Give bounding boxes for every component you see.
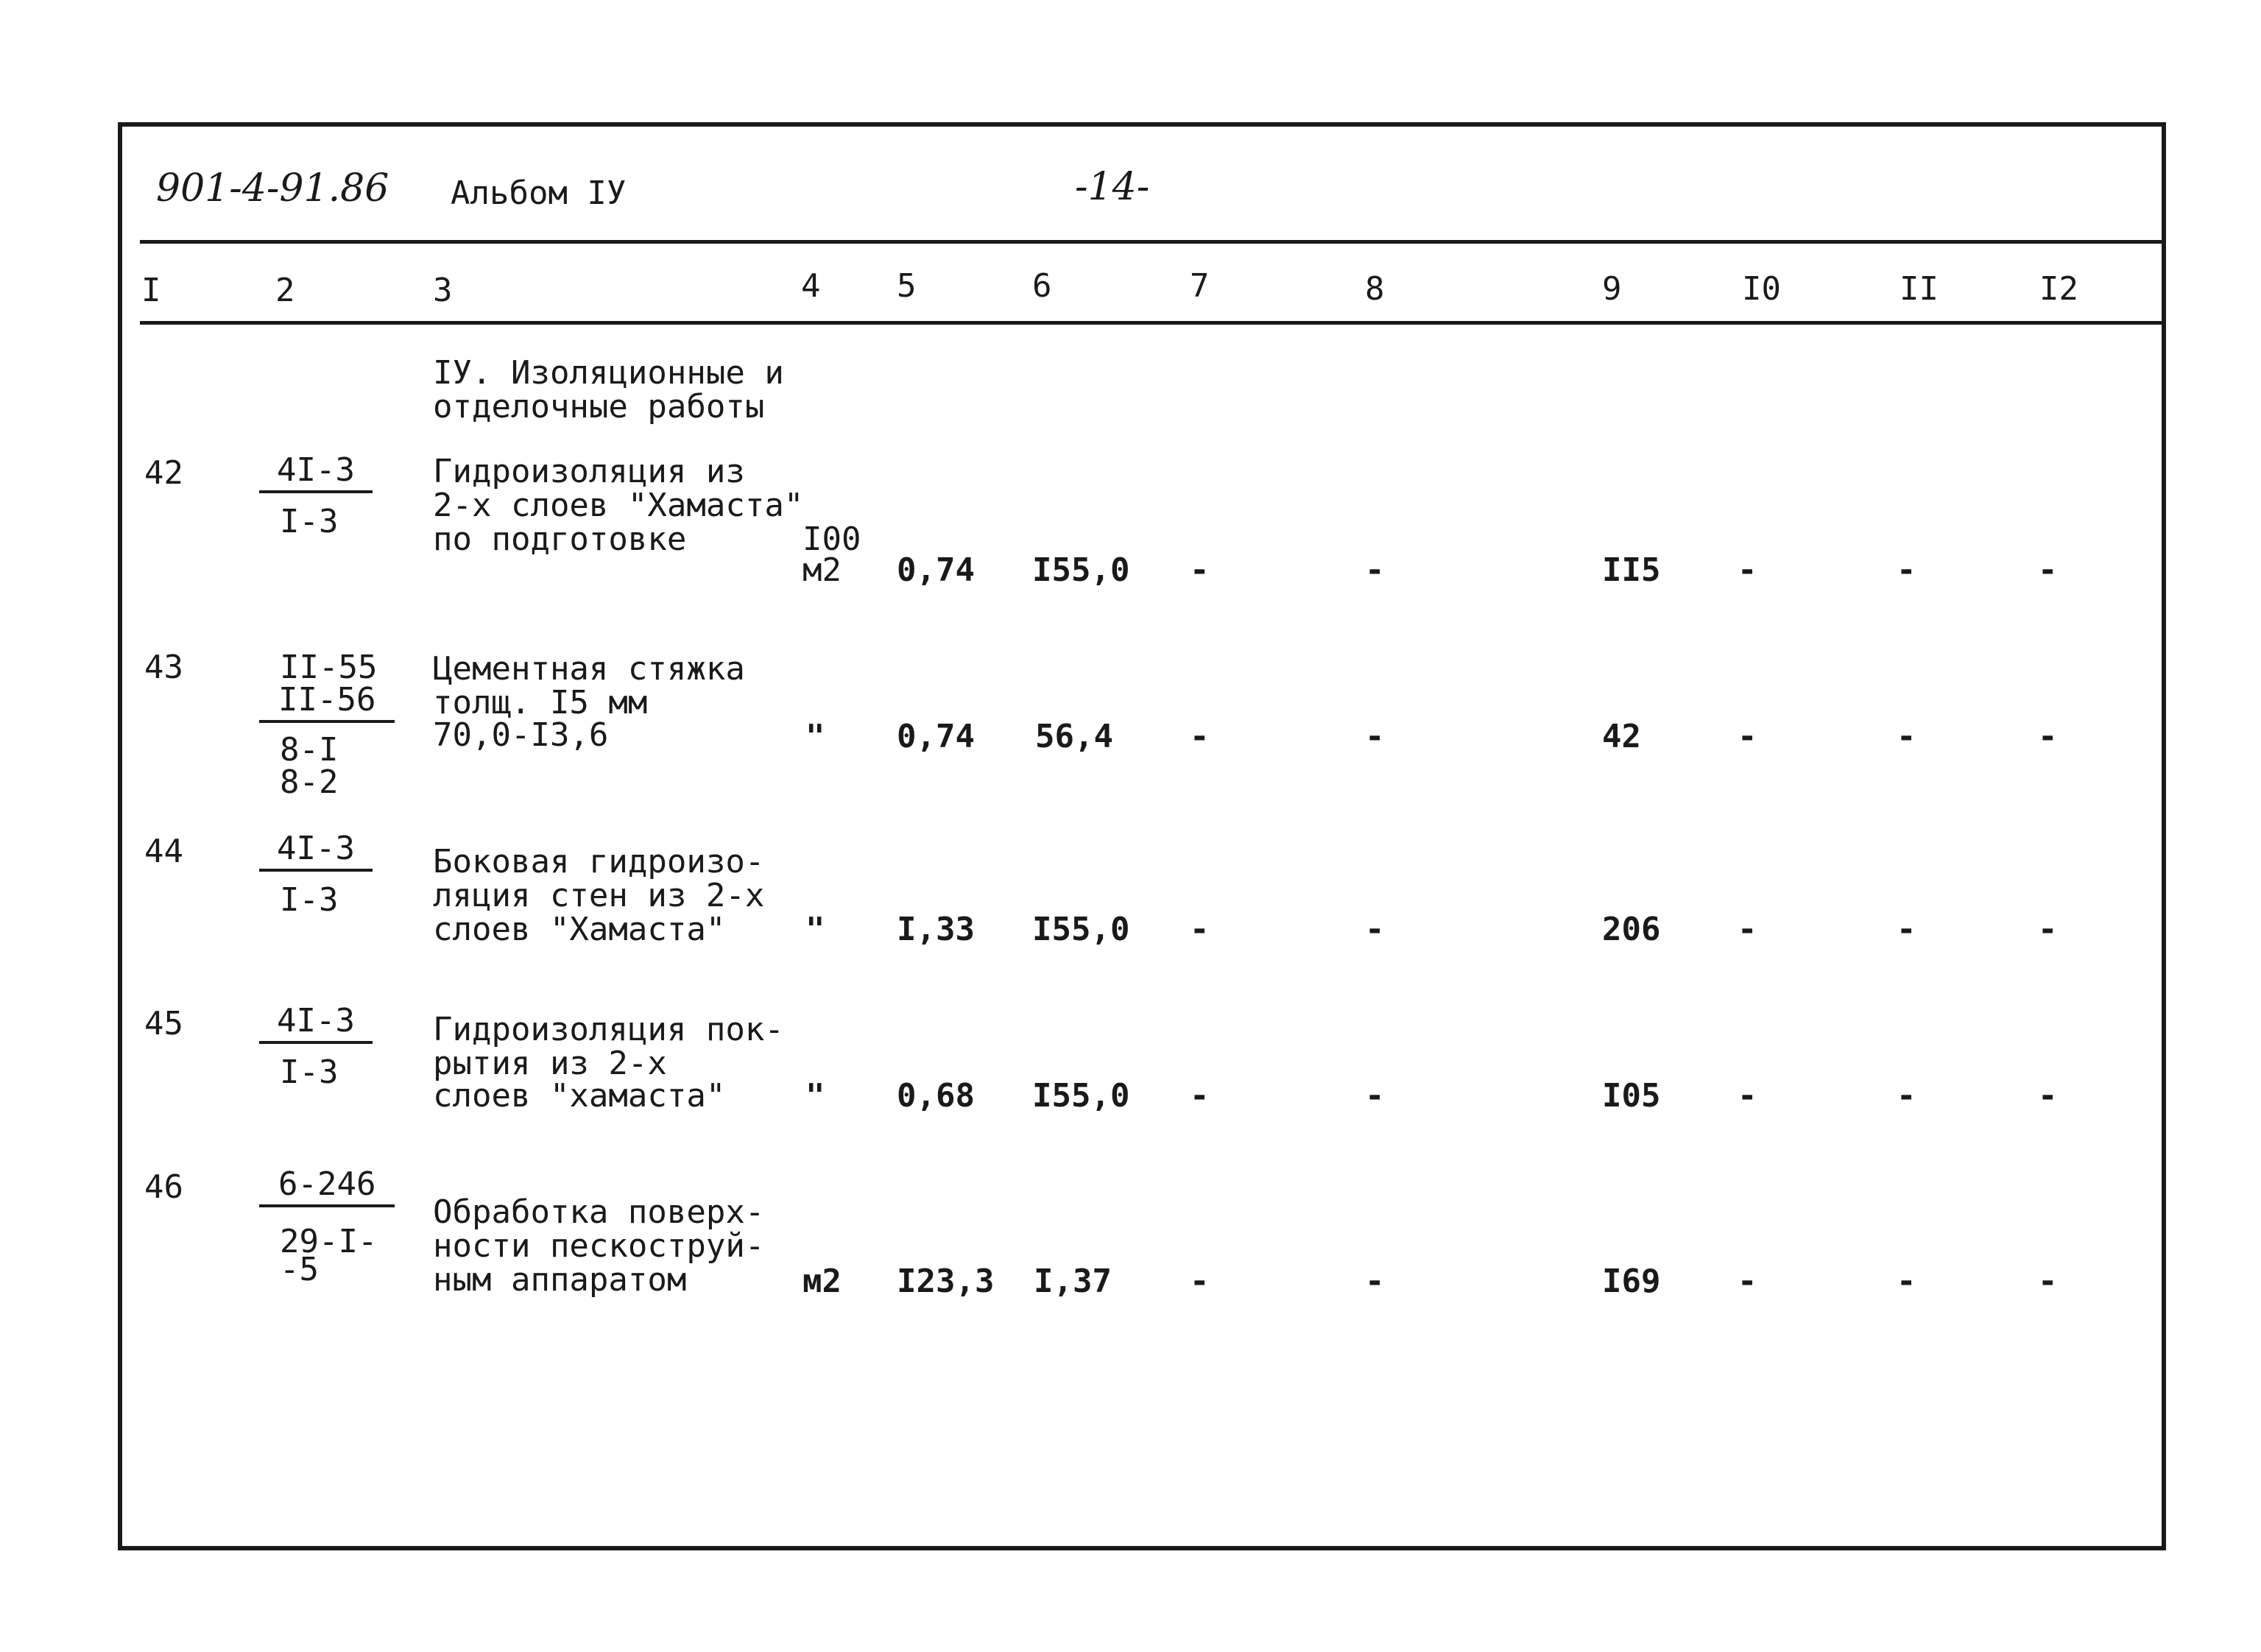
work-description-line: Обработка поверх- — [433, 1193, 765, 1231]
row-number: 42 — [144, 454, 183, 492]
row-number: 44 — [144, 833, 183, 870]
col-header-12: I2 — [2039, 270, 2078, 308]
work-description-line: 70,0-I3,6 — [433, 716, 609, 754]
work-description-line: Боковая гидроизо- — [433, 843, 765, 880]
unit: " — [805, 1077, 825, 1115]
work-description-line: толщ. I5 мм — [433, 684, 648, 721]
col-header-5: 5 — [897, 267, 917, 305]
col-header-1: I — [141, 272, 161, 309]
cell-col11: - — [1897, 718, 1916, 755]
norm-code-bottom2: 8-2 — [280, 763, 339, 801]
cell-col8: - — [1365, 718, 1385, 755]
norm-code-top — [259, 1004, 373, 1044]
norm-code-top-text: 4I-3 — [259, 1004, 373, 1044]
section-title-line1: IУ. Изоляционные и — [433, 354, 784, 392]
work-description-line: ным аппаратом — [433, 1261, 687, 1299]
cell-col11: - — [1897, 551, 1916, 589]
unit-top: I00 — [803, 520, 861, 558]
cell-col9: 206 — [1602, 911, 1661, 948]
work-description-line: слоев "хамаста" — [433, 1077, 726, 1115]
work-description-line: рытия из 2-х — [433, 1045, 667, 1082]
cell-col12: - — [2038, 1263, 2058, 1300]
norm-code-bottom: I-3 — [280, 503, 339, 540]
row-number: 43 — [144, 649, 183, 686]
norm-code-top: II-55 — [280, 649, 378, 686]
cell-col12: - — [2038, 718, 2058, 755]
col-header-9: 9 — [1602, 270, 1622, 308]
unit: м2 — [803, 1263, 842, 1300]
col-header-3: 3 — [433, 272, 453, 309]
cell-col6: I,37 — [1034, 1263, 1112, 1300]
cell-col6: 56,4 — [1035, 718, 1113, 755]
work-description-line: ляция стен из 2-х — [433, 877, 765, 914]
col-header-11: II — [1900, 270, 1939, 308]
column-header-divider — [140, 321, 2166, 325]
cell-col6: I55,0 — [1032, 1077, 1130, 1115]
cell-col7: - — [1190, 718, 1210, 755]
norm-code-bottom: 29-I- — [280, 1223, 378, 1260]
page-frame — [118, 122, 2166, 1550]
cell-col9: I05 — [1602, 1077, 1661, 1115]
norm-code-top — [259, 1165, 395, 1207]
norm-code-top — [259, 832, 373, 872]
work-description-line: слоев "Хамаста" — [433, 911, 726, 948]
norm-code-top — [259, 453, 373, 493]
doc-code: 901-4-91.86 — [156, 166, 389, 211]
cell-col9: 42 — [1602, 718, 1641, 755]
cell-quantity: I23,3 — [897, 1263, 995, 1300]
cell-col10: - — [1738, 1263, 1757, 1300]
cell-col12: - — [2038, 911, 2058, 948]
cell-col10: - — [1738, 551, 1757, 589]
col-header-2: 2 — [275, 272, 295, 309]
row-number: 45 — [144, 1005, 183, 1042]
header-divider — [140, 240, 2166, 244]
section-title-line2: отделочные работы — [433, 388, 765, 426]
norm-code-bottom: 8-I — [280, 731, 339, 769]
cell-col11: - — [1897, 1077, 1916, 1115]
norm-code-bottom: I-3 — [280, 1053, 339, 1091]
row-number: 46 — [144, 1168, 183, 1206]
norm-code-top2-text: II-56 — [259, 683, 395, 723]
col-header-7: 7 — [1190, 267, 1210, 305]
cell-col8: - — [1365, 911, 1385, 948]
work-description-line: по подготовке — [433, 520, 687, 558]
cell-col10: - — [1738, 1077, 1757, 1115]
cell-quantity: 0,74 — [897, 551, 975, 589]
col-header-6: 6 — [1032, 267, 1052, 305]
norm-code-top-text: 6-246 — [259, 1168, 395, 1207]
unit: " — [805, 718, 825, 755]
cell-col7: - — [1190, 911, 1210, 948]
cell-col10: - — [1738, 911, 1757, 948]
work-description-line: Цементная стяжка — [433, 650, 745, 688]
cell-col8: - — [1365, 1263, 1385, 1300]
unit: " — [805, 911, 825, 948]
norm-code-top2 — [259, 683, 395, 723]
norm-code-bottom2: -5 — [280, 1251, 319, 1288]
cell-col7: - — [1190, 551, 1210, 589]
col-header-10: I0 — [1742, 270, 1781, 308]
norm-code-top-text: 4I-3 — [259, 832, 373, 872]
work-description-line: ности пескоструй- — [433, 1227, 765, 1265]
work-description-line: Гидроизоляция из — [433, 453, 745, 490]
cell-col12: - — [2038, 1077, 2058, 1115]
cell-quantity: 0,68 — [897, 1077, 975, 1115]
unit: м2 — [803, 551, 842, 589]
cell-col7: - — [1190, 1263, 1210, 1300]
norm-code-bottom: I-3 — [280, 881, 339, 919]
cell-col10: - — [1738, 718, 1757, 755]
cell-col6: I55,0 — [1032, 551, 1130, 589]
cell-col11: - — [1897, 1263, 1916, 1300]
cell-col9: II5 — [1602, 551, 1661, 589]
page-number: -14- — [1075, 165, 1150, 209]
norm-code-top-text: 4I-3 — [259, 453, 373, 493]
cell-col6: I55,0 — [1032, 911, 1130, 948]
cell-col8: - — [1365, 551, 1385, 589]
cell-col7: - — [1190, 1077, 1210, 1115]
cell-quantity: I,33 — [897, 911, 975, 948]
work-description-line: 2-х слоев "Хамаста" — [433, 487, 804, 524]
col-header-4: 4 — [801, 267, 821, 305]
cell-col12: - — [2038, 551, 2058, 589]
cell-col8: - — [1365, 1077, 1385, 1115]
album-label: Альбом IУ — [451, 174, 627, 212]
col-header-8: 8 — [1365, 270, 1385, 308]
cell-col11: - — [1897, 911, 1916, 948]
cell-quantity: 0,74 — [897, 718, 975, 755]
work-description-line: Гидроизоляция пок- — [433, 1011, 784, 1048]
cell-col9: I69 — [1602, 1263, 1661, 1300]
